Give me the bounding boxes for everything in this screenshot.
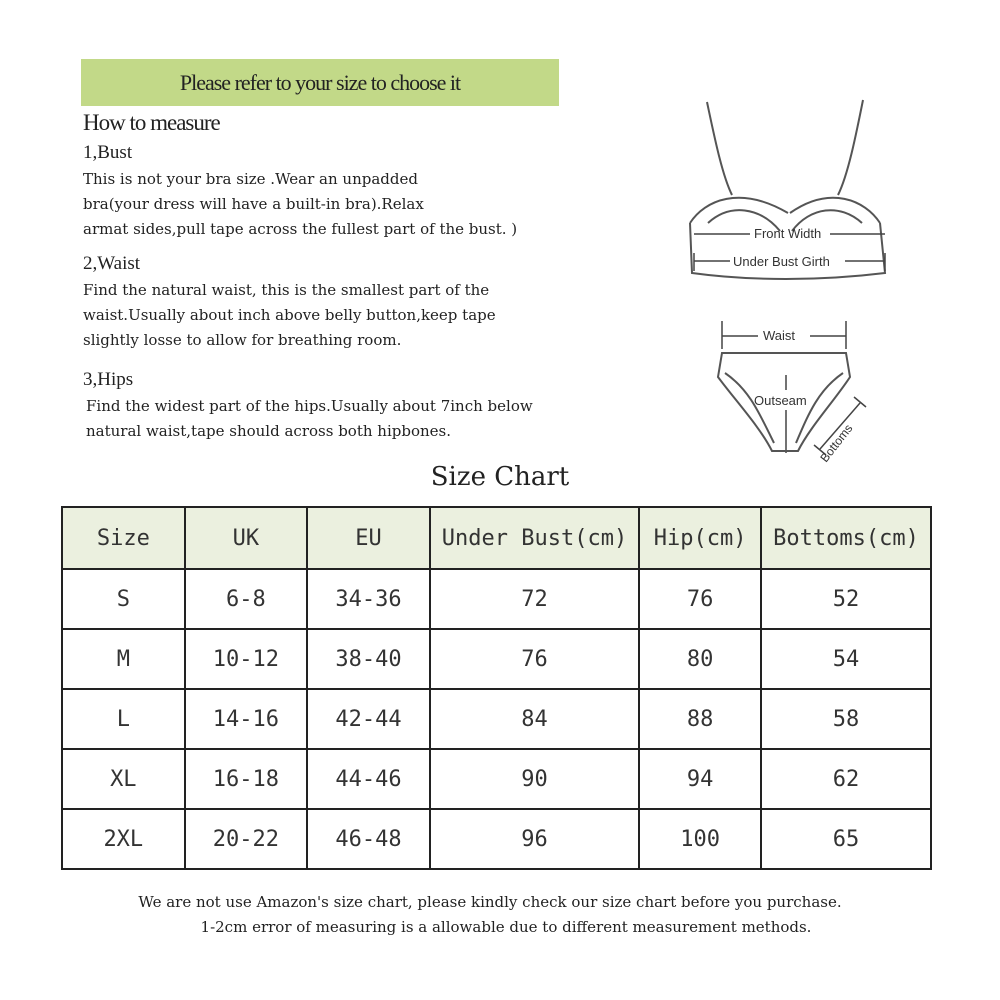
footer-note-2: 1-2cm error of measuring is a allowable due to different measurement methods.: [200, 918, 812, 936]
table-cell: 44-46: [307, 749, 430, 809]
table-row: [62, 629, 931, 689]
waist-heading: 2,Waist: [83, 253, 141, 274]
column-header: UK: [185, 507, 308, 569]
table-cell: 6-8: [185, 569, 308, 629]
footer-note-1: We are not use Amazon's size chart, please kindly check our size chart before you purchase.: [138, 893, 842, 911]
bust-section: [83, 142, 517, 242]
size-chart-title: Size Chart: [430, 462, 570, 492]
table-cell: 2XL: [62, 809, 185, 869]
how-to-measure-title: How to measure: [83, 110, 220, 135]
table-cell: 42-44: [307, 689, 430, 749]
outseam-label: Outseam: [754, 393, 807, 408]
front-width-label: Front Width: [754, 226, 822, 241]
bottoms-diagram: [700, 315, 880, 475]
table-cell: 10-12: [185, 629, 308, 689]
table-cell: 65: [761, 809, 931, 869]
table-row: [62, 809, 931, 869]
table-cell: 84: [430, 689, 639, 749]
bust-heading: 1,Bust: [83, 142, 133, 163]
table-cell: 94: [639, 749, 761, 809]
hips-heading: 3,Hips: [83, 369, 134, 390]
bottoms-label: Bottoms: [817, 421, 856, 465]
table-row: [62, 749, 931, 809]
table-cell: 72: [430, 569, 639, 629]
table-cell: 46-48: [307, 809, 430, 869]
banner-text: Please refer to your size to choose it: [179, 69, 461, 95]
waist-section: [83, 253, 496, 353]
column-header: Under Bust(cm): [430, 507, 639, 569]
table-cell: 16-18: [185, 749, 308, 809]
size-chart-table: [61, 506, 932, 870]
under-bust-girth-label: Under Bust Girth: [733, 254, 830, 269]
column-header: Hip(cm): [639, 507, 761, 569]
table-cell: 76: [639, 569, 761, 629]
column-header: Size: [62, 507, 185, 569]
table-row: [62, 569, 931, 629]
table-cell: 52: [761, 569, 931, 629]
table-cell: 76: [430, 629, 639, 689]
table-cell: 100: [639, 809, 761, 869]
table-cell: 54: [761, 629, 931, 689]
table-row: [62, 689, 931, 749]
table-cell: S: [62, 569, 185, 629]
hips-text: Find the widest part of the hips.Usually about 7inch below natural waist,tape should across both hipbones.: [86, 397, 533, 440]
table-cell: L: [62, 689, 185, 749]
table-header-row: [62, 507, 931, 569]
bra-diagram: [680, 95, 900, 285]
table-cell: M: [62, 629, 185, 689]
table-cell: 96: [430, 809, 639, 869]
table-cell: 80: [639, 629, 761, 689]
table-cell: 58: [761, 689, 931, 749]
table-cell: 14-16: [185, 689, 308, 749]
table-cell: XL: [62, 749, 185, 809]
column-header: EU: [307, 507, 430, 569]
table-cell: 20-22: [185, 809, 308, 869]
waist-label: Waist: [763, 328, 796, 343]
column-header: Bottoms(cm): [761, 507, 931, 569]
hips-section: [83, 369, 533, 444]
table-cell: 34-36: [307, 569, 430, 629]
table-cell: 62: [761, 749, 931, 809]
table-cell: 38-40: [307, 629, 430, 689]
table-cell: 88: [639, 689, 761, 749]
header-banner: [81, 59, 559, 106]
table-cell: 90: [430, 749, 639, 809]
bust-text: This is not your bra size .Wear an unpadded bra(your dress will have a built-in bra).Relax armat sides,pull tape across the fullest part of the bust. ): [83, 170, 518, 238]
waist-text: Find the natural waist, this is the smallest part of the waist.Usually about inch above belly button,keep tape slightly losse to allow for breathing room.: [83, 281, 496, 349]
